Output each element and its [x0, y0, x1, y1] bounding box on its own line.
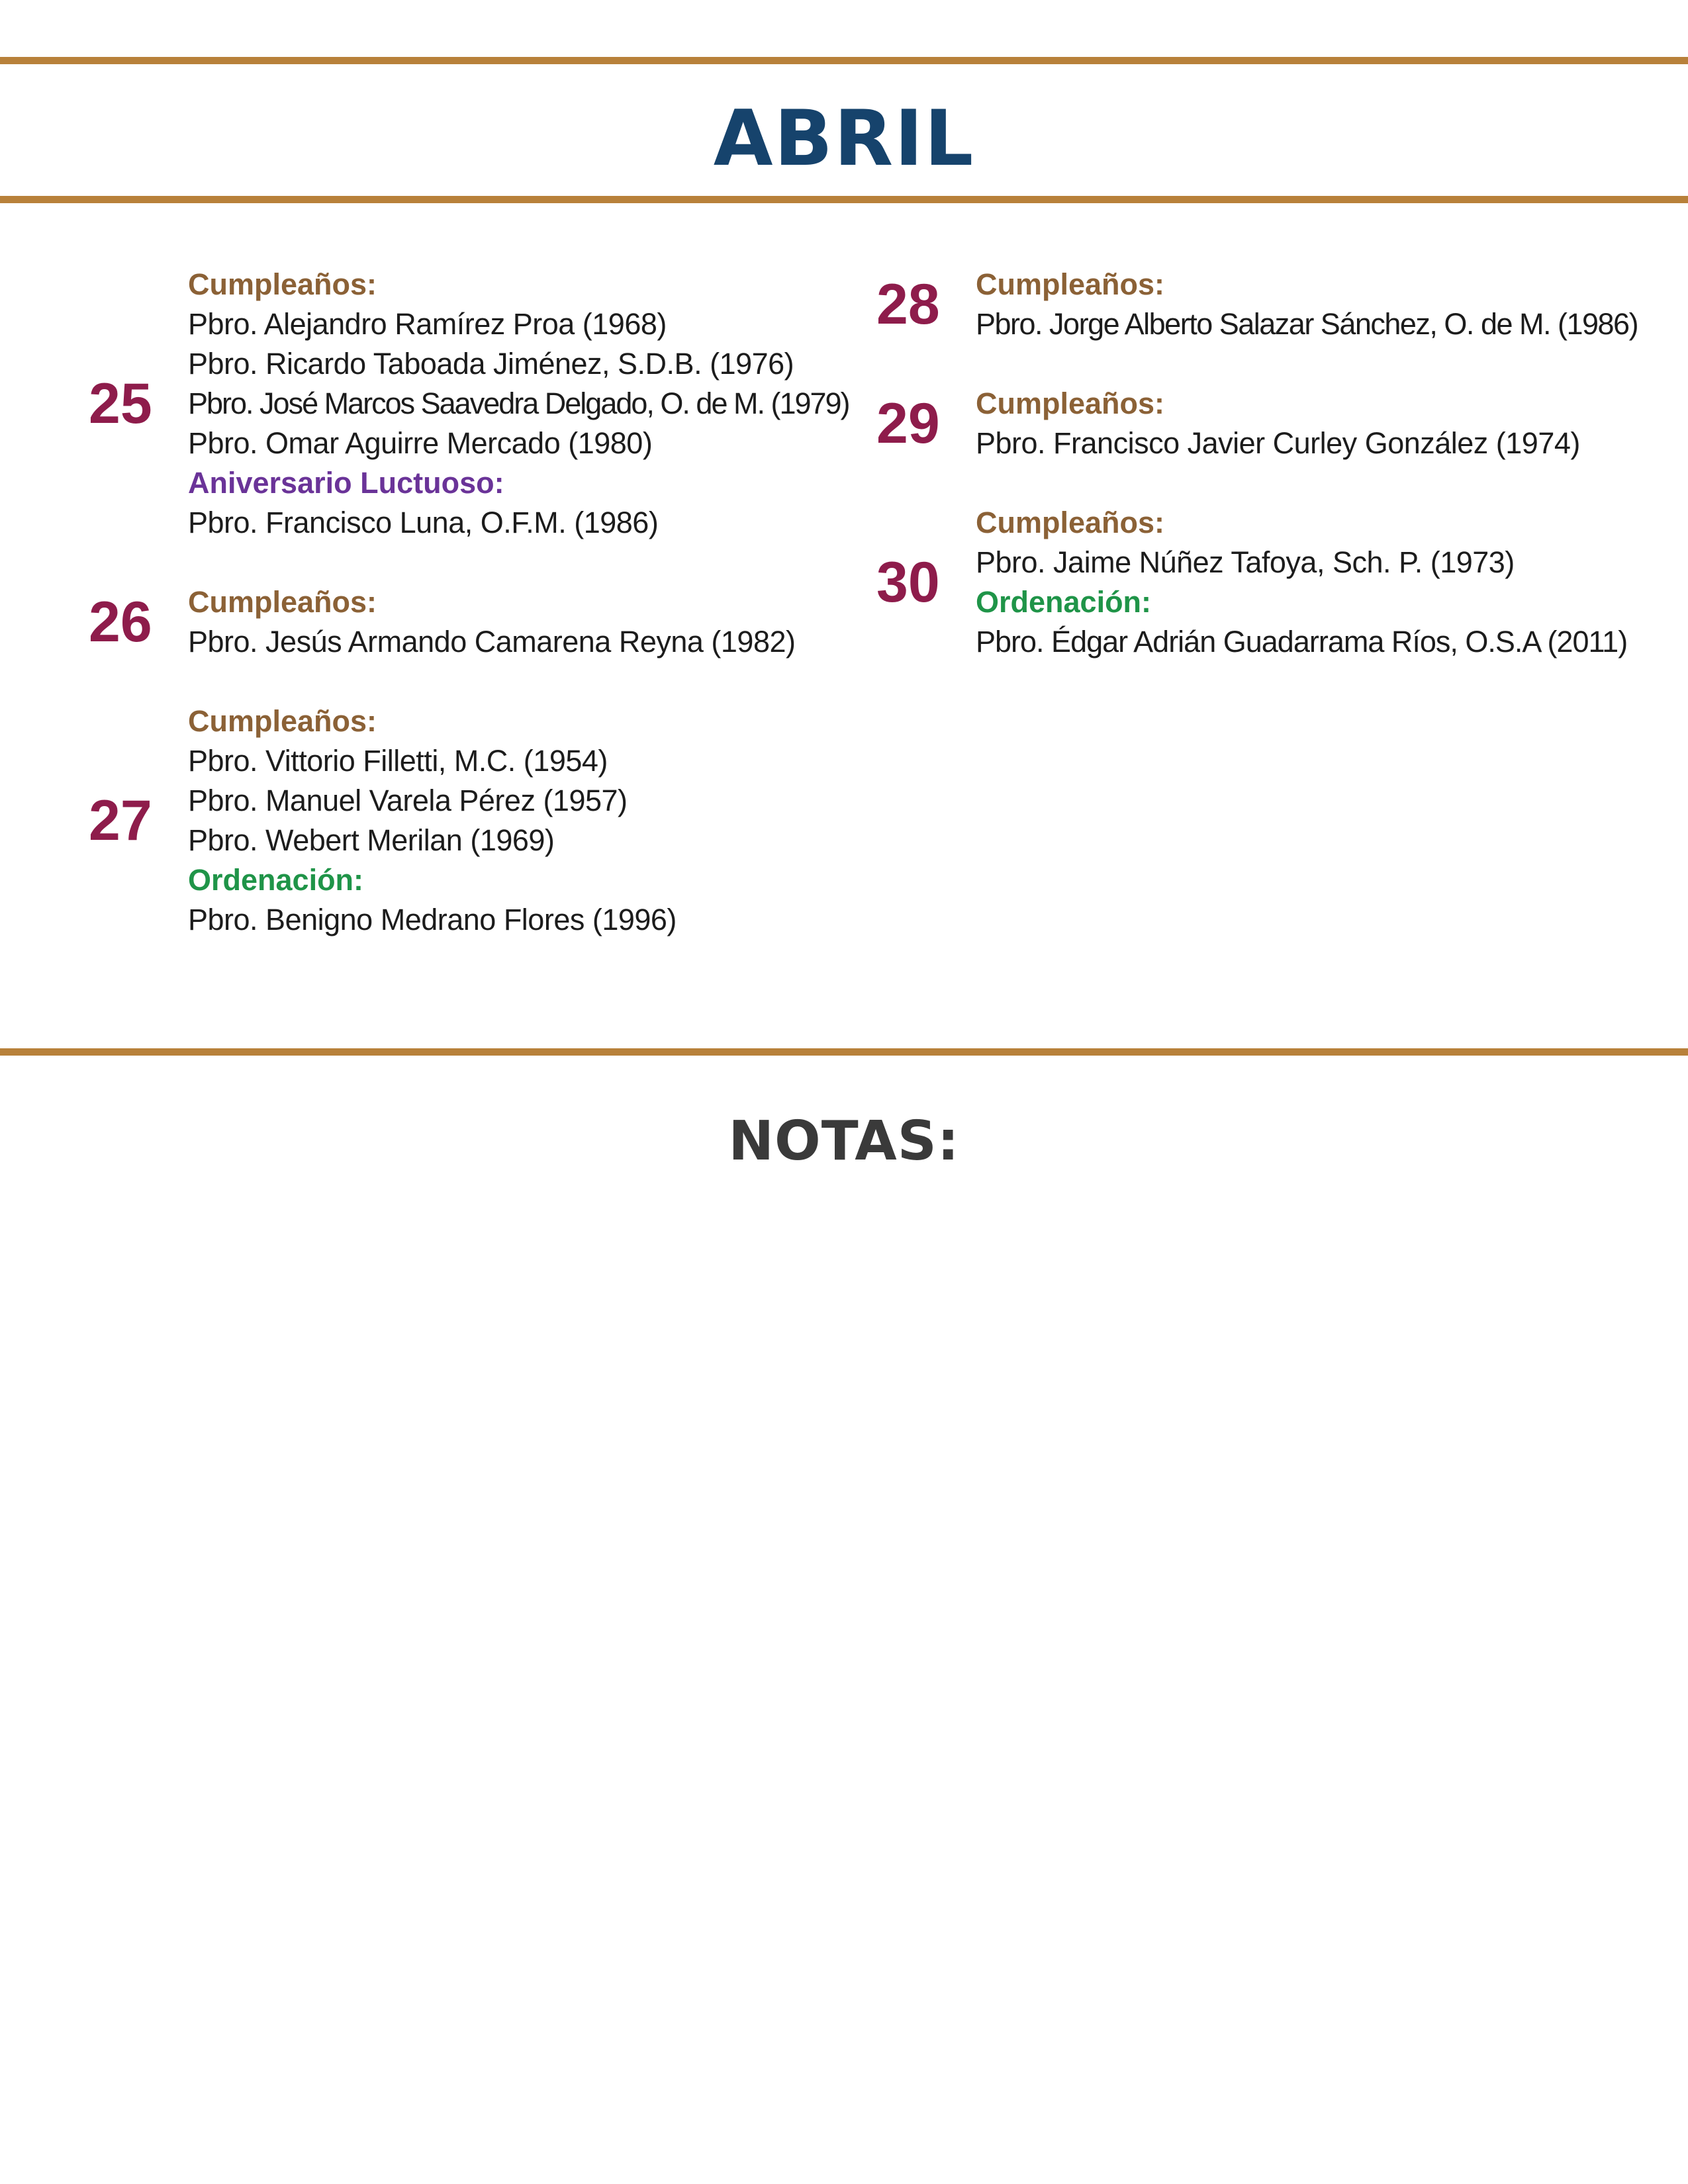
- person-name: Pbro. José Marcos Saavedra Delgado, O. de M. (1979): [188, 387, 849, 420]
- person-name: Pbro. Francisco Javier Curley González (1974): [976, 426, 1580, 460]
- notes-divider-rule: [0, 1048, 1688, 1056]
- birthday-label: Cumpleaños:: [976, 267, 1165, 301]
- birthday-label: Cumpleaños:: [976, 506, 1165, 539]
- person-name: Pbro. Vittorio Filletti, M.C. (1954): [188, 744, 608, 778]
- day-number: 29: [876, 392, 940, 455]
- person-name: Pbro. Jesús Armando Camarena Reyna (1982): [188, 625, 796, 659]
- birthday-label: Cumpleaños:: [188, 704, 377, 738]
- person-name: Pbro. Manuel Varela Pérez (1957): [188, 784, 628, 817]
- person-name: Pbro. Benigno Medrano Flores (1996): [188, 903, 677, 936]
- day-number: 28: [876, 273, 940, 336]
- left-column: [89, 265, 850, 979]
- ordenacion-label: Ordenación:: [976, 585, 1152, 619]
- birthday-label: Cumpleaños:: [188, 585, 377, 619]
- day-number: 27: [89, 789, 152, 852]
- day-events: [188, 582, 850, 662]
- ordenacion-label: Ordenación:: [188, 863, 364, 897]
- person-name: Pbro. Francisco Luna, O.F.M. (1986): [188, 506, 659, 539]
- month-title: ABRIL: [713, 94, 975, 183]
- luctuoso-label: Aniversario Luctuoso:: [188, 466, 504, 500]
- day-number: 26: [89, 590, 152, 654]
- person-name: Pbro. Édgar Adrián Guadarrama Ríos, O.S.A (2011): [976, 625, 1628, 659]
- person-name: Pbro. Webert Merilan (1969): [188, 823, 555, 857]
- day-entry-26: [89, 582, 850, 662]
- day-number: 25: [89, 372, 152, 435]
- day-events: [976, 384, 1671, 463]
- birthday-label: Cumpleaños:: [976, 387, 1165, 420]
- day-entry-27: [89, 702, 850, 940]
- day-entry-28: [876, 265, 1671, 344]
- day-entry-30: [876, 503, 1671, 662]
- day-events: [188, 265, 850, 543]
- title-bottom-rule: [0, 196, 1688, 203]
- day-events: [188, 702, 850, 940]
- right-column: [876, 265, 1671, 702]
- day-entry-29: [876, 384, 1671, 463]
- top-rule: [0, 57, 1688, 64]
- birthday-label: Cumpleaños:: [188, 267, 377, 301]
- person-name: Pbro. Alejandro Ramírez Proa (1968): [188, 307, 667, 341]
- day-events: [976, 503, 1671, 662]
- person-name: Pbro. Jaime Núñez Tafoya, Sch. P. (1973): [976, 545, 1515, 579]
- person-name: Pbro. Ricardo Taboada Jiménez, S.D.B. (1976): [188, 347, 794, 381]
- person-name: Pbro. Omar Aguirre Mercado (1980): [188, 426, 653, 460]
- day-events: [976, 265, 1671, 344]
- notes-title: NOTAS:: [728, 1110, 960, 1173]
- day-number: 30: [876, 551, 940, 614]
- person-name: Pbro. Jorge Alberto Salazar Sánchez, O. de M. (1986): [976, 307, 1638, 341]
- day-entry-25: [89, 265, 850, 543]
